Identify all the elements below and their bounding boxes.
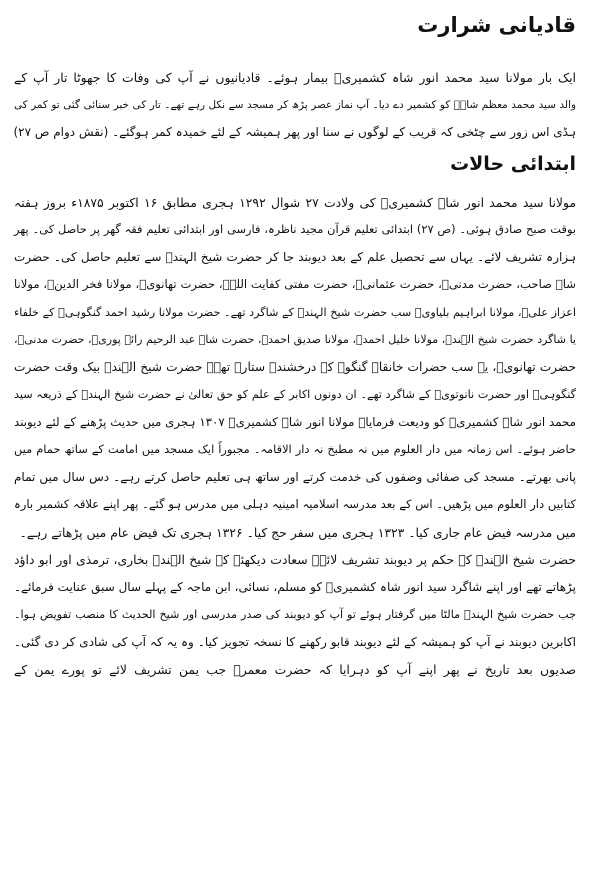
text-line: مولانا سید محمد انور شاہ کشمیریؒ کی ولادت ۲۷ شوال ۱۲۹۲ ہجری مطابق ۱۶ اکتوبر ۱۸۷۵ء بروز ہفتہ <box>14 194 577 210</box>
paragraph-early-life <box>14 189 576 684</box>
text-line: حاضر ہوئے۔ اس زمانہ میں دار العلوم میں نہ مطبخ نہ دار الاقامہ۔ مجبوراً ایک مسجد میں امامت کے ساتھ حمام میں <box>14 442 576 456</box>
text-line: گنگوہیؒ اور حضرت نانوتویؒ کے شاگرد تھے۔ ان دونوں اکابر کے علم کو حق تعالیٰ نے حضرت شیخ الہندؒ کے ذریعہ سید <box>14 388 576 401</box>
text-line: محمد انور شاہ کشمیریؒ کو ودیعت فرمایا۔ مولانا انور شاہ کشمیریؒ ۱۳۰۷ ہجری میں حدیث پڑھنے کے لئے دیوبند <box>14 414 576 429</box>
text-line: شاہ صاحب، حضرت مدنیؒ، حضرت عثمانیؒ، حضرت مفتی کفایت اللہؒ، حضرت تھانویؒ، مولانا فخر الدینؒ، مولانا <box>14 277 576 291</box>
text-line: اکابرین دیوبند نے آپ کو ہمیشہ کے لئے دیوبند قابو رکھنے کا نسخہ تجویز کیا۔ وہ یہ کہ آپ کی شادی کر دی گئی۔ <box>14 634 576 649</box>
text-line: جب حضرت شیخ الہندؒ مالٹا میں گرفتار ہوئے تو آپ کو دیوبند کی صدر مدرسی اور شیخ الحدیث کا منصب تفویض ہوا۔ <box>14 608 576 621</box>
text-line: یا شاگرد حضرت شیخ الہندؒ، مولانا خلیل احمدؒ، مولانا صدیق احمدؒ، حضرت شاہ عبد الرحیم رائے پوریؒ، حضرت مدنیؒ، <box>14 333 576 346</box>
text-line: پڑھاتے تھے اور اپنے شاگرد سید انور شاہ کشمیریؒ کو مسلم، نسائی، ابن ماجہ کے پہلے سال سبق عنایت فرمائے۔ <box>14 579 576 594</box>
text-line: کتابیں دار العلوم میں پڑھیں۔ اس کے بعد مدرسہ اسلامیہ امینیہ دہلی میں مدرس ہو گئے۔ پھر اپنے علاقہ کشمیر بارہ <box>14 497 576 511</box>
text-line: بوقت صبح صادق ہوئی۔ (ص ۲۷) ابتدائی تعلیم قرآن مجید ناظرہ، فارسی اور ابتدائی تعلیم فقہ گھر پر حاصل کی۔ پھر <box>14 222 576 236</box>
text-line: اعزاز علیؒ، مولانا ابراہیم بلیاویؒ سب حضرت شیخ الہندؒ کے شاگرد تھے۔ حضرت مولانا رشید احمد گنگوہیؒ کے خلفاء <box>14 305 576 319</box>
section-title-qadiani-mischief: قادیانی شرارت <box>417 13 576 37</box>
section-title-early-life: ابتدائی حالات <box>450 152 576 175</box>
text-line: والد سید محمد معظم شاہؒ کو کشمیر دے دیا۔ آپ نماز عصر پڑھ کر مسجد سے نکل رہے تھے۔ تار کی خبر سنائی گئی تو کمر کی <box>14 98 576 111</box>
paragraph-qadiani-mischief <box>14 64 576 147</box>
text-line: حضرت تھانویؒ، یہ سب حضرات خانقاہ گنگوہ کے درخشندہ ستارے تھے۔ حضرت شیخ الہندؒ بیک وقت حضرت <box>14 359 576 374</box>
text-line: پانی بھرتے۔ مسجد کی صفائی وصفوں کی خدمت کرتے اور ساتھ ہی تعلیم حاصل کرتے رہے۔ دس سال میں تمام <box>14 469 576 484</box>
text-line: ایک بار مولانا سید محمد انور شاہ کشمیریؒ بیمار ہوئے۔ قادیانیوں نے آپ کی وفات کا جھوٹا تار آپ کے <box>14 70 576 85</box>
text-line: ہڈی اس زور سے چٹخی کہ قریب کے لوگوں نے سنا اور پھر ہمیشہ کے لئے خمیدہ کمر ہوگئے۔ (نقش دوام ص ۲۷) <box>13 125 576 139</box>
text-line: حضرت شیخ الہندؒ کے حکم پر دیوبند تشریف لائے۔ سعادت دیکھئے کہ شیخ الہندؒ بخاری، ترمذی اور ابو داؤد <box>14 552 576 567</box>
text-line: صدیوں بعد تاریخ نے پھر اپنے آپ کو دہرایا کہ حضرت معمرؒ جب یمن تشریف لائے تو پورے یمن کے <box>14 662 576 677</box>
text-line: میں مدرسہ فیض عام جاری کیا۔ ۱۳۲۳ ہجری میں سفر حج کیا۔ ۱۳۲۶ ہجری تک فیض عام میں پڑھاتے رہے۔ <box>19 524 576 540</box>
text-line: ہزارہ تشریف لائے۔ یہاں سے تحصیل علم کے بعد دیوبند جا کر حضرت شیخ الہندؒ سے تعلیم حاصل کی۔ حضرت <box>14 249 576 264</box>
